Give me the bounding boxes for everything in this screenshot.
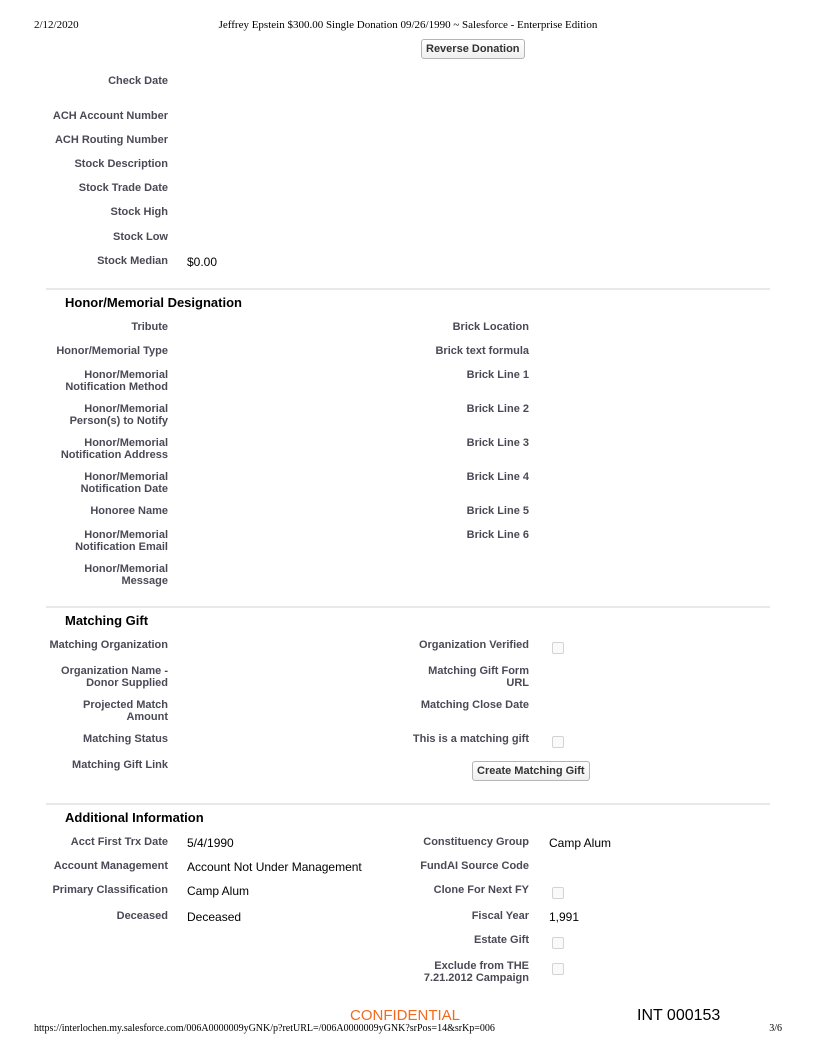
stock-trade-date-label: Stock Trade Date [78, 182, 168, 194]
notification-date-label: Honor/Memorial Notification Date [80, 471, 168, 495]
estate-gift-label: Estate Gift [473, 934, 529, 946]
matching-organization-label: Matching Organization [49, 639, 168, 651]
clone-for-next-fy-checkbox[interactable] [552, 887, 564, 899]
print-page-title: Jeffrey Epstein $300.00 Single Donation 09/26/1990 ~ Salesforce - Enterprise Edition [218, 19, 598, 31]
section-divider [46, 803, 770, 805]
create-matching-gift-button[interactable]: Create Matching Gift [472, 761, 590, 781]
constituency-group-label: Constituency Group [423, 836, 529, 848]
matching-status-label: Matching Status [83, 733, 168, 745]
ach-routing-number-label: ACH Routing Number [54, 134, 168, 146]
brick-location-label: Brick Location [452, 321, 529, 333]
print-url: https://interlochen.my.salesforce.com/006A0000009yGNK/p?retURL=/006A0000009yGNK?srPos=14&srKp=006 [34, 1023, 495, 1034]
check-date-label: Check Date [108, 75, 168, 87]
exclude-campaign-checkbox[interactable] [552, 963, 564, 975]
is-matching-gift-label: This is a matching gift [412, 733, 529, 745]
brick-text-formula-label: Brick text formula [435, 345, 529, 357]
account-management-label: Account Management [53, 860, 168, 872]
brick-line-4-label: Brick Line 4 [466, 471, 529, 483]
confidential-stamp: CONFIDENTIAL [350, 1007, 461, 1024]
acct-first-trx-date-label: Acct First Trx Date [70, 836, 168, 848]
stock-median-label: Stock Median [97, 255, 168, 267]
persons-to-notify-label: Honor/Memorial Person(s) to Notify [69, 403, 168, 427]
deceased-value: Deceased [187, 910, 242, 924]
primary-classification-value: Camp Alum [187, 884, 250, 898]
org-name-donor-supplied-label: Organization Name - Donor Supplied [61, 665, 168, 689]
section-divider [46, 288, 770, 290]
matching-close-date-label: Matching Close Date [420, 699, 529, 711]
honor-memorial-message-label: Honor/Memorial Message [84, 563, 168, 587]
estate-gift-checkbox[interactable] [552, 937, 564, 949]
is-matching-gift-checkbox[interactable] [552, 736, 564, 748]
print-date: 2/12/2020 [34, 19, 79, 31]
projected-match-amount-label: Projected Match Amount [83, 699, 168, 723]
organization-verified-checkbox[interactable] [552, 642, 564, 654]
section-divider [46, 606, 770, 608]
stock-description-label: Stock Description [74, 158, 168, 170]
brick-line-6-label: Brick Line 6 [466, 529, 529, 541]
stock-low-label: Stock Low [112, 231, 168, 243]
brick-line-2-label: Brick Line 2 [466, 403, 529, 415]
notification-email-label: Honor/Memorial Notification Email [75, 529, 168, 553]
tribute-label: Tribute [131, 321, 168, 333]
constituency-group-value: Camp Alum [549, 836, 612, 850]
reverse-donation-button[interactable]: Reverse Donation [421, 39, 525, 59]
matching-gift-form-url-label: Matching Gift Form URL [428, 665, 529, 689]
honor-memorial-section-title: Honor/Memorial Designation [65, 295, 242, 310]
fundai-source-code-label: FundAI Source Code [420, 860, 529, 872]
honor-memorial-type-label: Honor/Memorial Type [56, 345, 168, 357]
notification-address-label: Honor/Memorial Notification Address [60, 437, 168, 461]
acct-first-trx-date-value: 5/4/1990 [187, 836, 234, 850]
primary-classification-label: Primary Classification [52, 884, 168, 896]
fiscal-year-value: 1,991 [549, 910, 580, 924]
fiscal-year-label: Fiscal Year [471, 910, 529, 922]
ach-account-number-label: ACH Account Number [52, 110, 168, 122]
matching-gift-section-title: Matching Gift [65, 613, 149, 628]
clone-for-next-fy-label: Clone For Next FY [433, 884, 529, 896]
brick-line-5-label: Brick Line 5 [466, 505, 529, 517]
brick-line-1-label: Brick Line 1 [466, 369, 529, 381]
honoree-name-label: Honoree Name [90, 505, 168, 517]
exclude-campaign-label: Exclude from THE 7.21.2012 Campaign [423, 960, 529, 984]
stock-median-value: $0.00 [187, 255, 218, 269]
stock-high-label: Stock High [110, 206, 168, 218]
bates-number: INT 000153 [637, 1007, 721, 1024]
matching-gift-link-label: Matching Gift Link [72, 759, 168, 771]
brick-line-3-label: Brick Line 3 [466, 437, 529, 449]
notification-method-label: Honor/Memorial Notification Method [65, 369, 168, 393]
account-management-value: Account Not Under Management [187, 860, 362, 874]
organization-verified-label: Organization Verified [418, 639, 529, 651]
additional-information-section-title: Additional Information [65, 810, 204, 825]
print-page-number: 3/6 [769, 1023, 782, 1034]
print-header [34, 19, 782, 33]
deceased-label: Deceased [116, 910, 168, 922]
